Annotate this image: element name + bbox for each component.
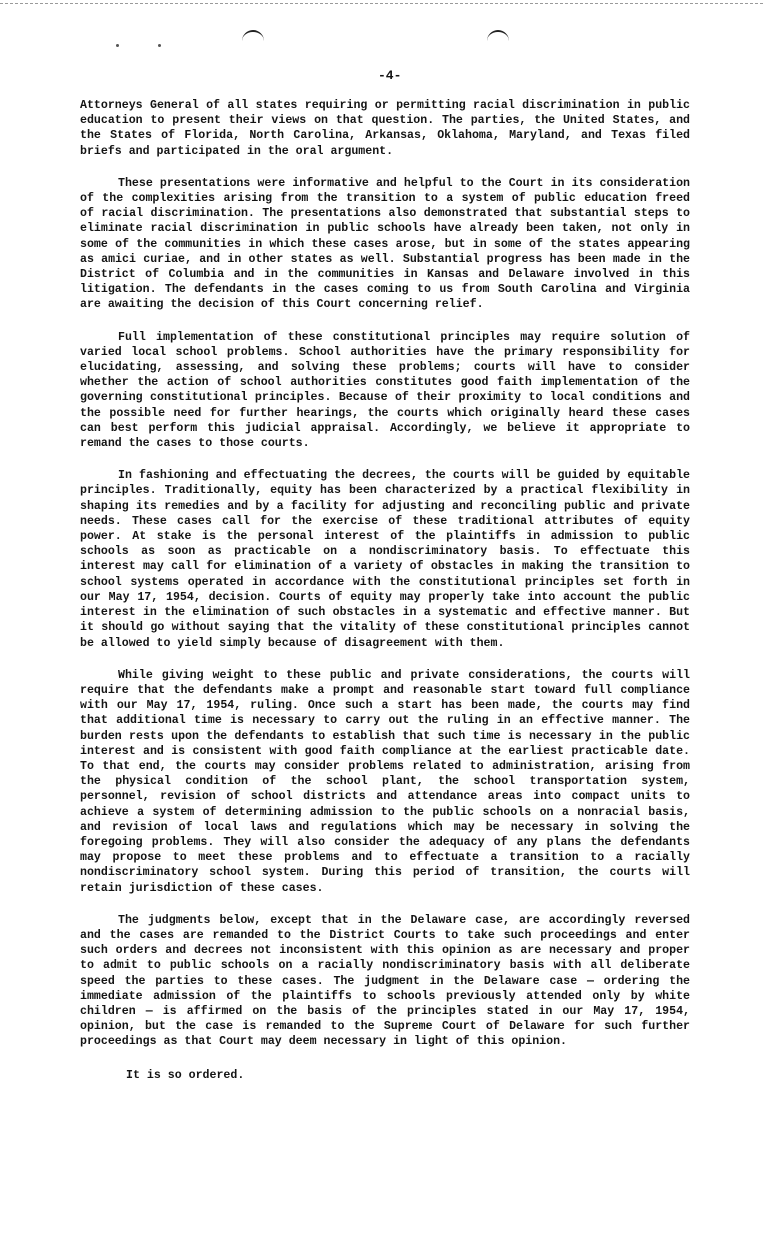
paragraph-2: These presentations were informative and helpful to the Court in its consideration of the complexities arising from the transition to a system of public education freed of racial discrimination. The presentations also demonstrated that substantial steps to eliminate racial discrimination in public schools have already been taken, not only in some of the communities in which these cases arose, but in some of the states appearing as amici curiae, and in other states as well. Substantial progress has been made in the District of Columbia and in the communities in Kansas and Delaware involved in this litigation. The defendants in the cases coming to us from South Carolina and Virginia are awaiting the decision of this Court concerning relief. [80,176,690,312]
paragraph-1: Attorneys General of all states requiring or permitting racial discrimination in public education to present their views on that question. The parties, the United States, and the States of Florida, North Carolina, Arkansas, Oklahoma, Maryland, and Texas filed briefs and participated in the oral argument. [80,99,690,158]
punch-hole-right [487,30,509,41]
paragraph-3: Full implementation of these constitutional principles may require solution of varied local school problems. School authorities have the primary responsibility for elucidating, assessing, and solving these problems; courts will have to consider whether the action of school authorities constitutes good faith implementation of the governing constitutional principles. Because of their proximity to local conditions and the possible need for further hearings, the courts which originally heard these cases can best perform this judicial appraisal. Accordingly, we believe it appropriate to remand the cases to those courts. [80,330,690,451]
punch-hole-left [242,30,264,41]
page-number: -4- [378,68,402,83]
paragraph-5: While giving weight to these public and private considerations, the courts will require that the defendants make a prompt and reasonable start toward full compliance with our May 17, 1954, ruling. Once such a start has been made, the courts may find that additional time is necessary to carry out the ruling in an effective manner. The burden rests upon the defendants to establish that such time is necessary in the public interest and is consistent with good faith compliance at the earliest practicable date. To that end, the courts may consider problems related to administration, arising from the physical condition of the school plant, the school transportation system, personnel, revision of school districts and attendance areas into compact units to achieve a system of determining admission to the public schools on a nonracial basis, and revision of local laws and regulations which may be necessary in solving the foregoing problems. They will also consider the adequacy of any plans the defendants may propose to meet these problems and to effectuate a transition to a racially nondiscriminatory school system. During this period of transition, the courts will retain jurisdiction of these cases. [80,668,690,895]
page-top-border [0,3,763,4]
paragraph-4: In fashioning and effectuating the decrees, the courts will be guided by equitable principles. Traditionally, equity has been characterized by a practical flexibility in shaping its remedies and by a facility for adjusting and reconciling public and private needs. These cases call for the exercise of these traditional attributes of equity power. At stake is the personal interest of the plaintiffs in admission to public schools as soon as practicable on a nondiscriminatory basis. To effectuate this interest may call for elimination of a variety of obstacles in making the transition to school systems operated in accordance with the constitutional principles set forth in our May 17, 1954, decision. Courts of equity may properly take into account the public interest in the elimination of such obstacles in a systematic and effective manner. But it should go without saying that the vitality of these constitutional principles cannot be allowed to yield simply because of disagreement with them. [80,469,690,650]
closing-line: It is so ordered. [126,1068,245,1082]
paragraph-6: The judgments below, except that in the Delaware case, are accordingly reversed and the cases are remanded to the District Courts to take such proceedings and enter such orders and decrees not inconsistent with this opinion as are necessary and proper to admit to public schools on a racially nondiscriminatory basis with all deliberate speed the parties to these cases. The judgment in the Delaware case — ordering the immediate admission of the plaintiffs to schools previously attended only by white children — is affirmed on the basis of the principles stated in our May 17, 1954, opinion, but the case is remanded to the Supreme Court of Delaware for such further proceedings as that Court may deem necessary in light of this opinion. [80,913,690,1049]
scan-speck [158,44,161,47]
document-body [80,98,690,1100]
scan-speck [116,44,119,47]
